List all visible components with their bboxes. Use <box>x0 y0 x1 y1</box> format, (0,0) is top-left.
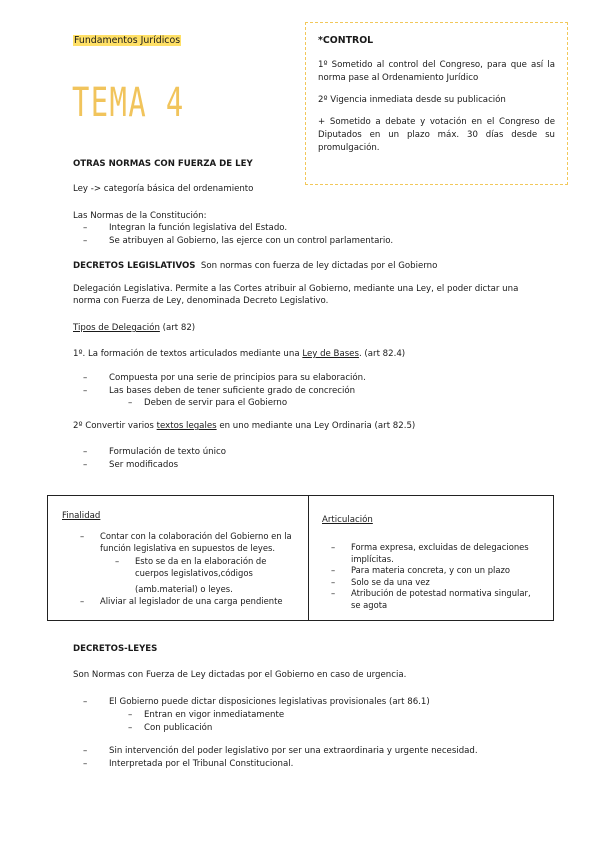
course-title <box>73 35 181 46</box>
fin-sub-b: cuerpos legislativos,códigos <box>135 567 253 578</box>
art-item4-b: se agota <box>351 599 388 610</box>
normas-intro: Las Normas de la Constitución: <box>73 211 207 221</box>
list-item <box>351 542 544 565</box>
control-p1: 1º Sometido al control del Congreso, para que así la norma pase al Ordenamiento Jurídico <box>318 60 555 83</box>
list-item: – Formulación de texto único <box>109 446 226 459</box>
tipo1-pre: 1º. La formación de textos articulados mediante una <box>73 349 303 359</box>
tipos-art: (art 82) <box>159 323 196 333</box>
decretos-leyes-sublist <box>144 709 284 734</box>
art-item4-a: Atribución de potestad normativa singular, <box>351 588 531 598</box>
tipo1-link: Ley de Bases <box>302 349 359 359</box>
tipo2-list <box>109 446 226 471</box>
ley-line: Ley -> categoría básica del ordenamiento <box>73 184 254 194</box>
list-item <box>135 556 295 579</box>
tipo2-line <box>73 421 415 431</box>
control-p2: 2º Vigencia inmediata desde su publicación <box>318 95 506 105</box>
list-item: – Con publicación <box>144 722 284 735</box>
list-item: – El Gobierno puede dictar disposiciones legislativas provisionales (art 86.1) <box>109 696 430 709</box>
tipo2-pre: 2º Convertir varios <box>73 421 157 431</box>
articulacion-title: Articulación <box>322 515 373 525</box>
tema-title: TEMA 4 <box>72 80 185 126</box>
course-title-text: Fundamentos Jurídicos <box>74 35 181 46</box>
list-item <box>351 588 544 611</box>
control-box <box>305 22 568 185</box>
fin-item1-b: función legislativa en supuestos de leyes. <box>100 542 276 553</box>
tipo1-sublist <box>144 397 287 410</box>
list-item: – Interpretada por el Tribunal Constitucional. <box>109 758 478 771</box>
list-item: – Ser modificados <box>109 459 226 472</box>
finalidad-list <box>100 531 300 554</box>
decretos-legislativos-heading: DECRETOS LEGISLATIVOS <box>73 261 196 271</box>
list-item: – Las bases deben de tener suficiente grado de concreción <box>109 385 366 398</box>
list-item: – Aliviar al legislador de una carga pendiente <box>100 596 300 608</box>
finalidad-list-2 <box>100 596 300 608</box>
fin-sub-a: Esto se da en la elaboración de <box>135 556 267 566</box>
tipo2-link: textos legales <box>156 421 217 431</box>
finalidad-sublist <box>135 556 295 579</box>
list-item <box>100 531 300 554</box>
delegacion-line-2: norma con Fuerza de Ley, denominada Decreto Legislativo. <box>73 296 329 306</box>
control-title: *CONTROL <box>318 35 374 46</box>
articulacion-list <box>351 542 544 611</box>
delegacion-line-1: Delegación Legislativa. Permite a las Cortes atribuir al Gobierno, mediante una Ley, el poder dictar una <box>73 284 519 294</box>
otras-heading: OTRAS NORMAS CON FUERZA DE LEY <box>73 159 253 169</box>
normas-list <box>109 222 393 247</box>
decretos-leyes-list-2 <box>109 745 478 770</box>
list-item: – Para materia concreta, y con un plazo <box>351 565 544 577</box>
decretos-leyes-desc: Son Normas con Fuerza de Ley dictadas por el Gobierno en caso de urgencia. <box>73 670 407 680</box>
tipos-label: Tipos de Delegación <box>73 323 160 333</box>
control-p3: + Sometido a debate y votación en el Congreso de Diputados en un plazo máx. 30 días desde su promulgación. <box>318 117 555 153</box>
tipos-line <box>73 323 195 333</box>
table-divider <box>308 496 309 620</box>
art-item1-a: Forma expresa, excluidas de delegaciones <box>351 542 529 552</box>
tipo1-list <box>109 372 366 397</box>
decretos-leyes-list <box>109 696 430 709</box>
fin-item1-a: Contar con la colaboración del Gobierno en la <box>100 531 292 541</box>
list-item: – Se atribuyen al Gobierno, las ejerce con un control parlamentario. <box>109 235 393 248</box>
art-item1-b: implícitas. <box>351 553 394 564</box>
list-item: – Integran la función legislativa del Estado. <box>109 222 393 235</box>
decretos-leyes-heading: DECRETOS-LEYES <box>73 644 158 654</box>
decretos-legislativos-desc: Son normas con fuerza de ley dictadas por el Gobierno <box>200 261 438 271</box>
list-item: – Sin intervención del poder legislativo por ser una extraordinaria y urgente necesidad. <box>109 745 478 758</box>
list-item: – Solo se da una vez <box>351 577 544 589</box>
list-item: – Deben de servir para el Gobierno <box>144 397 287 410</box>
finalidad-articulacion-table <box>47 495 554 621</box>
fin-sub-c: (amb.material) o leyes. <box>135 584 233 594</box>
list-item: – Entran en vigor inmediatamente <box>144 709 284 722</box>
tipo1-line <box>73 349 405 359</box>
decretos-legislativos-line <box>73 261 437 271</box>
list-item: – Compuesta por una serie de principios para su elaboración. <box>109 372 366 385</box>
finalidad-title: Finalidad <box>62 511 101 521</box>
tipo2-post: en uno mediante una Ley Ordinaria (art 82.5) <box>216 421 416 431</box>
tipo1-post: . (art 82.4) <box>358 349 406 359</box>
